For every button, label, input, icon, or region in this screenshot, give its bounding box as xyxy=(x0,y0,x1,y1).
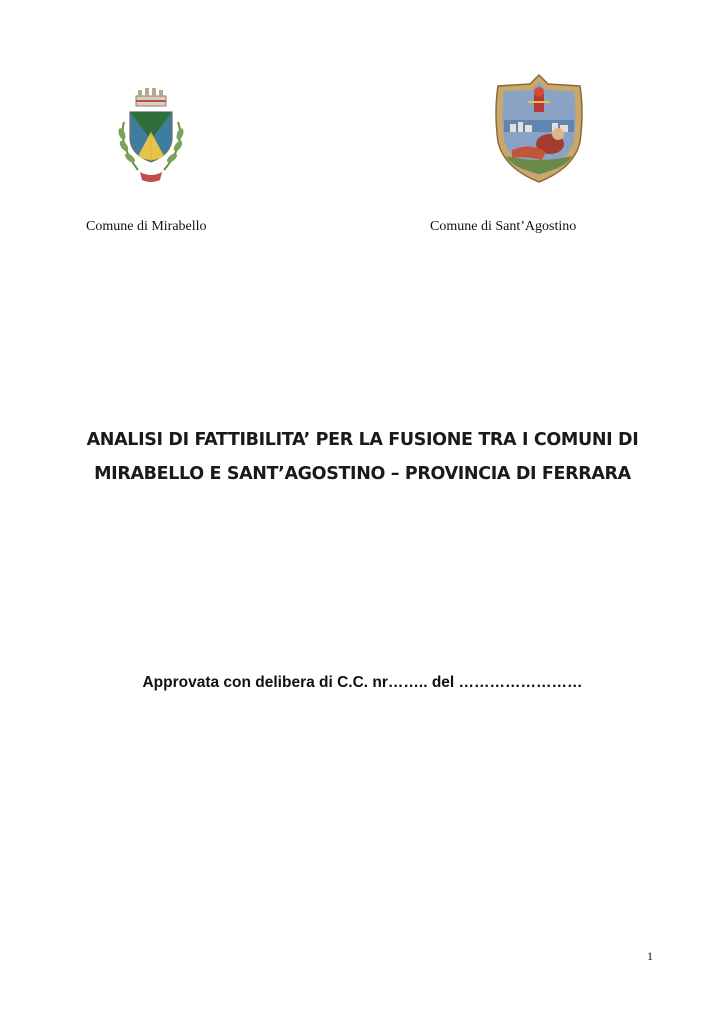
right-municipality-caption: Comune di Sant’Agostino xyxy=(430,219,577,234)
approval-statement: Approvata con delibera di C.C. nr…….. del …………………… xyxy=(142,674,583,691)
title-line-2: MIRABELLO E SANT’AGOSTINO – PROVINCIA DI FERRARA xyxy=(94,464,631,484)
left-municipality-caption: Comune di Mirabello xyxy=(86,219,207,234)
page-number: 1 xyxy=(647,949,653,963)
title-line-1: ANALISI DI FATTIBILITA’ PER LA FUSIONE TRA I COMUNI DI xyxy=(86,430,639,450)
document-title xyxy=(40,423,685,491)
mirabello-coat-of-arms-icon xyxy=(110,82,192,190)
sant-agostino-coat-of-arms-icon xyxy=(490,72,588,186)
